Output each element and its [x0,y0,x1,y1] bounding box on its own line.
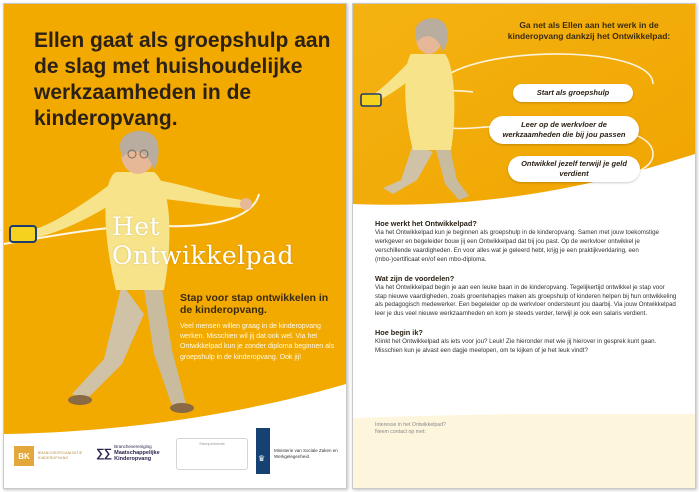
poster-subheading: Stap voor stap ontwikkelen in de kinderopvang. [180,292,329,316]
bmk-logo-mark: ∑∑ [96,446,112,460]
section-body-benefits: Via het Ontwikkelpad begin je aan een leuke baan in de kinderopvang. Tegelijkertijd ontwikkel je stap voor stap nieuwe vaardigheden, zoals groentehapjes maken als groepshulp of kinderen helpen bij hun ontwikkeling als pedagogisch medewerker. Een begeleider op de werkvloer ondersteunt jou daarbij. Via jouw Ontwikkelpad leer je dus veel nieuwe werkzaamheden en kom je steeds verder, terwijl je ook een salaris verdient. [375,283,677,318]
poster-footer-logos [4,422,346,488]
brancheorganisatie-logo [14,446,88,466]
section-heading-start: Hoe begin ik? [375,328,423,338]
bmk-logo [96,444,174,462]
brancheorganisatie-logo-text: BRANCHEORGANISATIE KINDEROPVANG [38,451,83,460]
section-heading-how: Hoe werkt het Ontwikkelpad? [375,219,477,228]
section-body-how: Via het Ontwikkelpad kun je beginnen als groepshulp in de kinderopvang. Samen met jouw toekomstige werkgever en begeleider bouw jij een Ontwikkelpad dat bij jou past. Op de werkvloer ontwikkel je verschillende vaardigheden. En voor alles wat je geleerd hebt, krijg je een praktijkverklaring, een (mbo-)certificaat en/of een mbo-diploma. [375,229,659,263]
bmk-logo-line1: Branchevereniging [114,444,152,449]
ministry-logo-text: Ministerie van Sociale Zaken en Werkgelegenheid [274,448,338,459]
bk-logo-mark: BK [14,446,34,466]
crest-icon: ♛ [258,454,266,463]
flyer-body-text [375,219,677,365]
step-pill-2: Leer op de werkvloer de werkzaamheden die bij jou passen [489,116,639,144]
step-pill-1: Start als groepshulp [513,84,633,102]
ontwikkelpad-brand-title: Het Ontwikkelpad [112,212,295,270]
form-label-contact: Neem contact op met: [375,429,426,435]
bmk-logo-text [114,444,174,462]
poster-headline: Ellen gaat als groepshulp aan de slag met huishoudelijke werkzaamheden in de kinderopvang. [34,29,331,130]
stamp-area [176,438,248,470]
poster-intro-text: Veel mensen willen graag in de kinderopvang werken. Misschien wil jij dat ook wel. Via het Ontwikkelpad kun je zonder diploma beginnen als groepshulp in de kinderopvang. Ook jij! [180,323,335,361]
hero-title: Ga net als Ellen aan het werk in de kinderopvang dankzij het Ontwikkelpad: [507,20,671,41]
stamp-label: Stempelruimte [199,441,225,446]
contact-form-area [353,414,695,488]
flyer-back-page [352,3,696,489]
ministry-crest-bar [256,428,270,474]
section-heading-benefits: Wat zijn de voordelen? [375,273,455,283]
step-pill-3: Ontwikkel jezelf terwijl je geld verdient [508,156,640,182]
form-label-interest: Interesse in het Ontwikkelpad? [375,422,446,428]
ministry-logo [256,428,338,474]
bmk-logo-line2: Maatschappelijke [114,450,160,456]
bmk-logo-line3: Kinderopvang [114,456,152,462]
section-body-start: Klinkt het Ontwikkelpad als iets voor jou? Leuk! Zie hieronder met wie jij hierover in gesprek kunt gaan. Misschien kun je alvast een dagje meelopen, om te kijken of je het leuk vindt? [375,338,657,355]
poster-page [3,3,347,489]
